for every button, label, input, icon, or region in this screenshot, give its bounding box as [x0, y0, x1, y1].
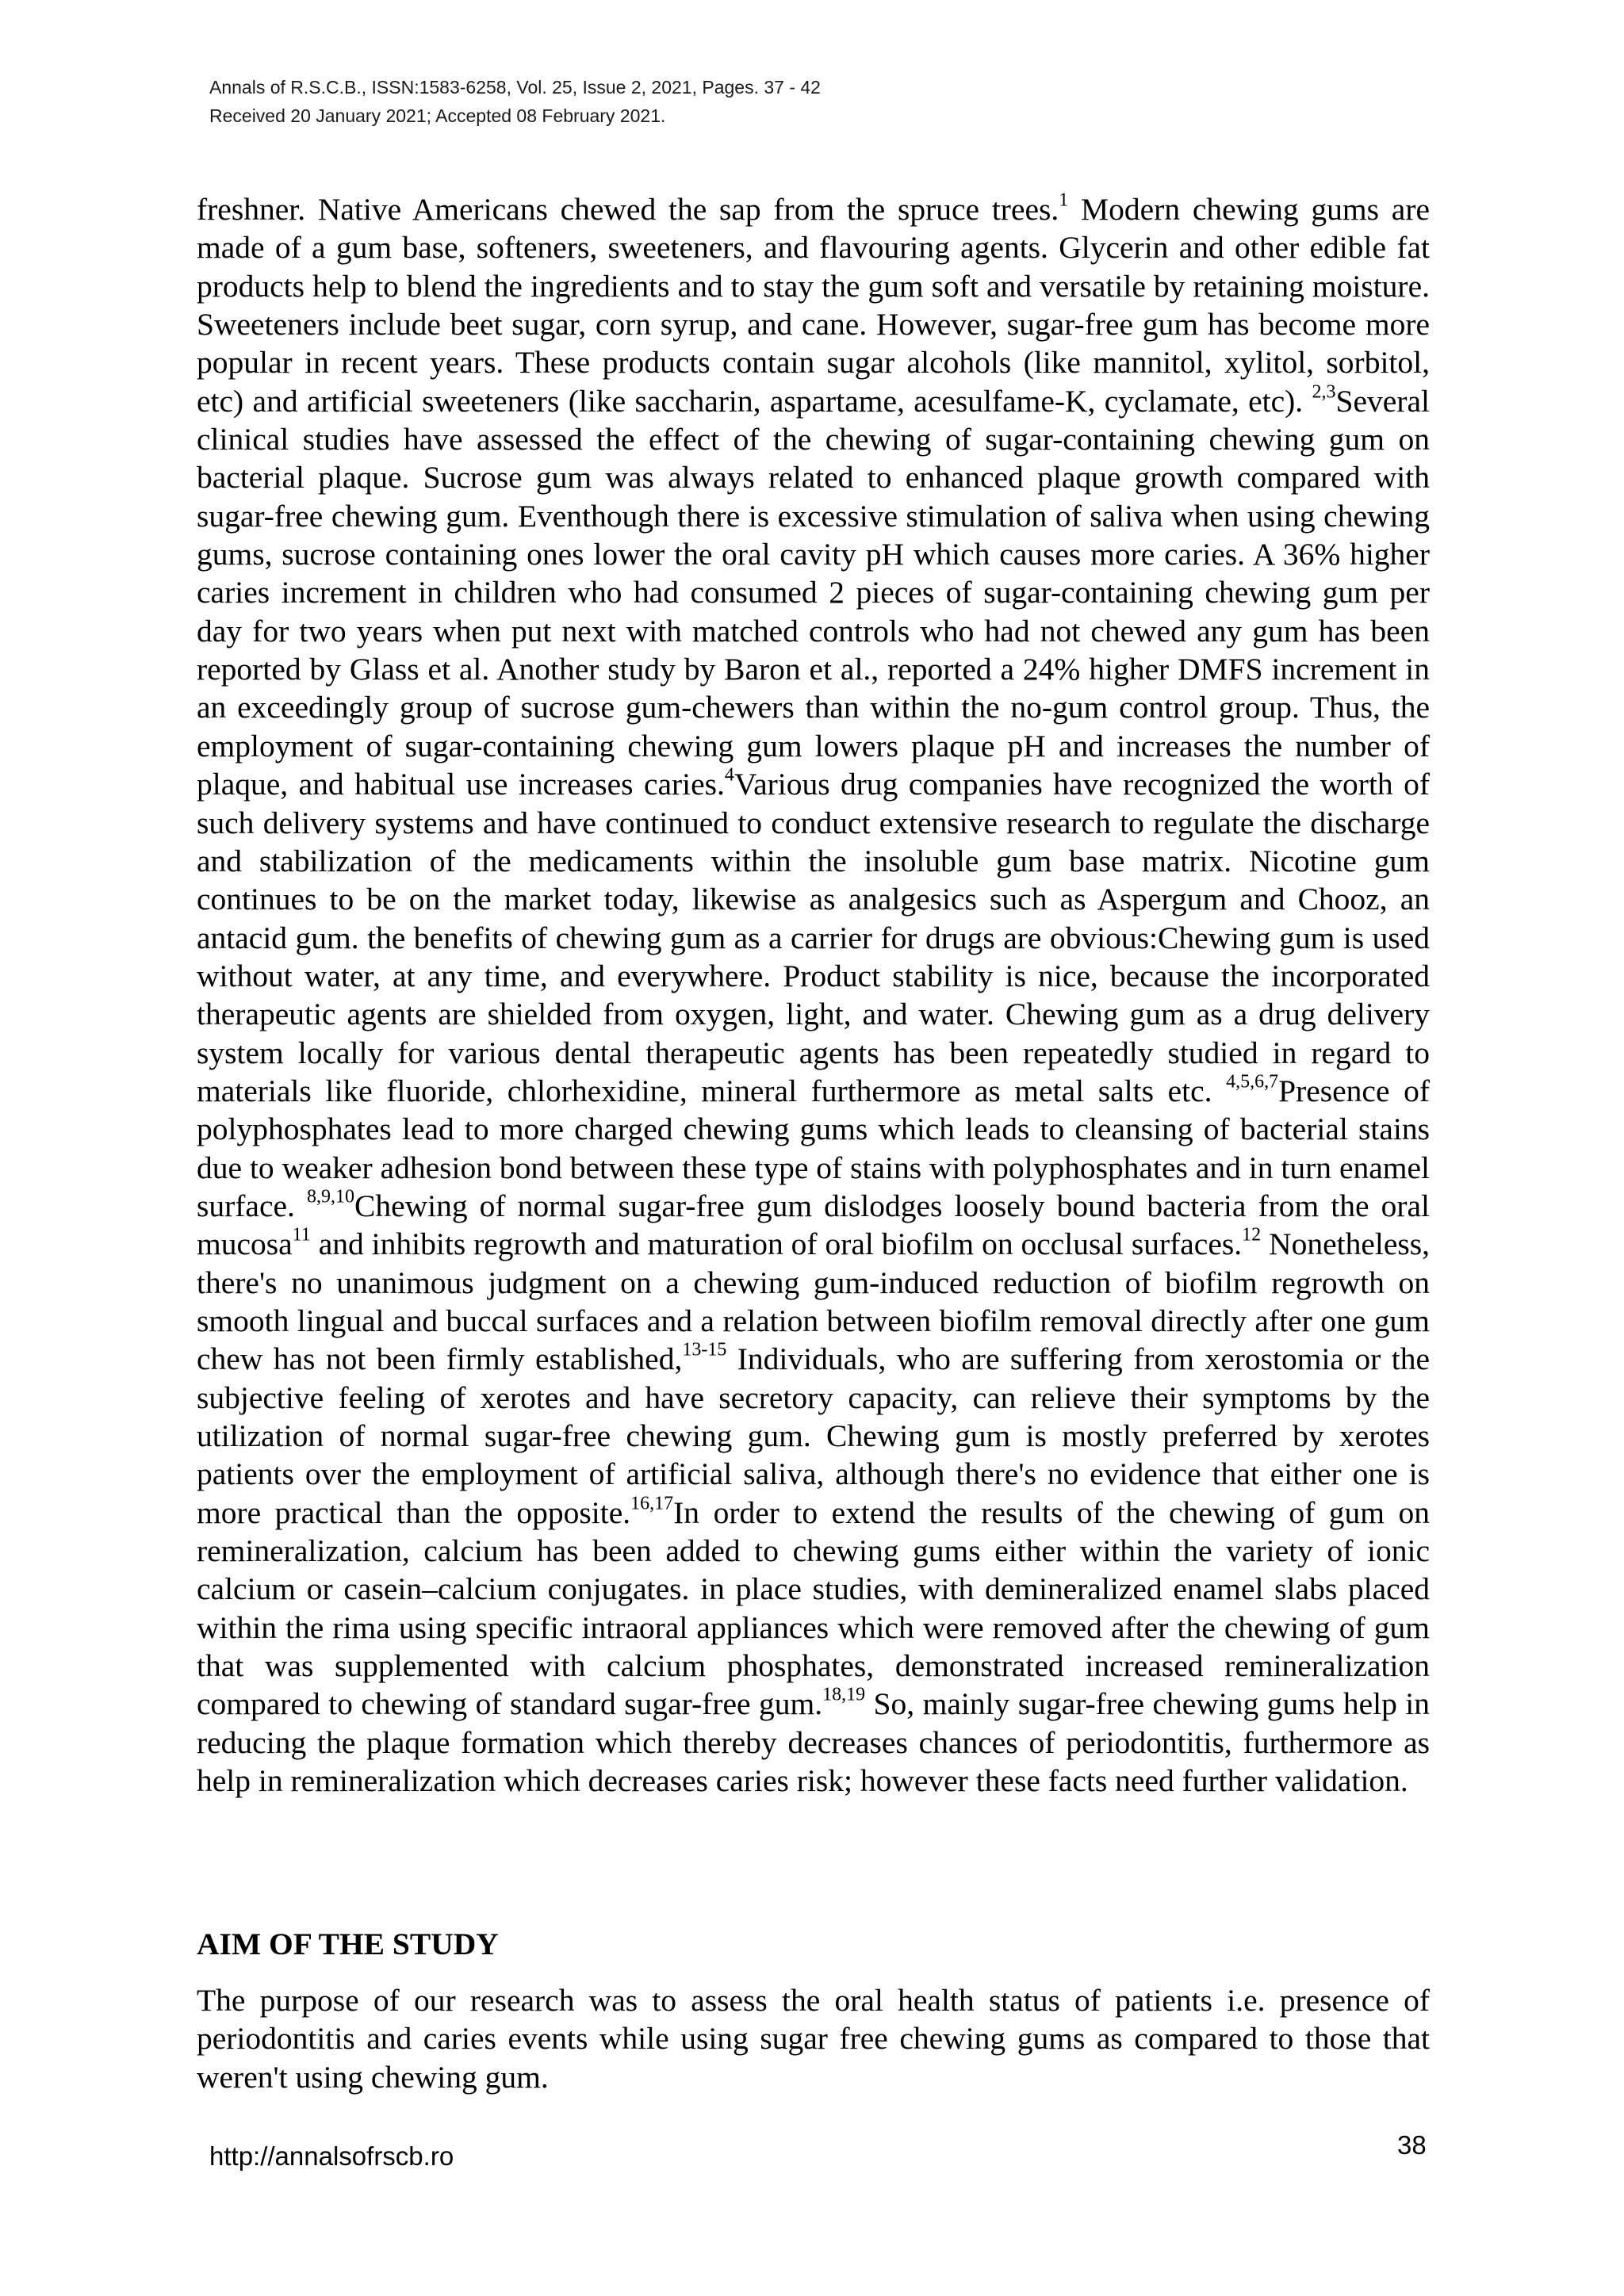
footer-url: http://annalsofrscb.ro: [209, 2141, 454, 2171]
body-segment: Various drug companies have recognized the worth of such delivery systems and have continued to conduct extensive research to regulate the discharge and stabilization of the medicaments within the insoluble gum base matrix. Nicotine gum continues to be on the market today, likewise as analgesics such as Aspergum and Chooz, an antacid gum. the benefits of chewing gum as a carrier for drugs are obvious:Chewing gum is used without water, at any time, and everywhere. Product stability is nice, because the incorporated therapeutic agents are shielded from oxygen, light, and water. Chewing gum as a drug delivery system locally for various dental therapeutic agents has been repeatedly studied in regard to materials like fluoride, chlorhexidine, mineral furthermore as metal salts etc.: [197, 767, 1430, 1108]
citation-ref: 8,9,10: [306, 1186, 354, 1207]
aim-paragraph: The purpose of our research was to assess the oral health status of patients i.e. presence of periodontitis and caries events while using sugar free chewing gums as compared to those that weren't using chewing gum.: [197, 1983, 1430, 2095]
body-segment: Several clinical studies have assessed the effect of the chewing of sugar-containing chewing gum on bacterial plaque. Sucrose gum was always related to enhanced plaque growth compared with sugar-free chewing gum. Eventhough there is excessive stimulation of saliva when using chewing gums, sucrose containing ones lower the oral cavity pH which causes more caries. A 36% higher caries increment in children who had consumed 2 pieces of sugar-containing chewing gum per day for two years when put next with matched controls who had not chewed any gum has been reported by Glass et al. Another study by Baron et al., reported a 24% higher DMFS increment in an exceedingly group of sucrose gum-chewers than within the no-gum control group. Thus, the employment of sugar-containing chewing gum lowers plaque pH and increases the number of plaque, and habitual use increases caries.: [197, 383, 1430, 802]
section-heading-aim: AIM OF THE STUDY: [197, 1927, 499, 1961]
running-header: [209, 73, 821, 130]
citation-ref: 18,19: [822, 1685, 866, 1706]
body-segment: In order to extend the results of the chewing of gum on remineralization, calcium has been added to chewing gums either within the variety of ionic calcium or casein–calcium conjugates. in place studies, with demineralized enamel slabs placed within the rima using specific intraoral appliances which were removed after the chewing of gum that was supplemented with calcium phosphates, demonstrated increased remineralization compared to chewing of standard sugar-free gum.: [197, 1494, 1431, 1722]
body-segment: Individuals, who are suffering from xerostomia or the subjective feeling of xerotes and have secretory capacity, can relieve their symptoms by the utilization of normal sugar-free chewing gum. Chewing gum is mostly preferred by xerotes patients over the employment of artificial saliva, although there's no evidence that either one is more practical than the opposite.: [197, 1341, 1430, 1530]
citation-ref: 4: [724, 764, 734, 786]
page-number: 38: [1397, 2130, 1427, 2160]
body-segment: freshner. Native Americans chewed the sap from the spruce trees.: [197, 192, 1059, 227]
body-segment: So, mainly sugar-free chewing gums help in reducing the plaque formation which thereby decreases chances of periodontitis, furthermore as help in remineralization which decreases caries risk; however these facts need further validation.: [197, 1686, 1430, 1799]
citation-ref: 1: [1059, 189, 1069, 211]
citation-ref: 12: [1242, 1225, 1262, 1246]
main-paragraph: [197, 190, 1430, 1800]
citation-ref: 2,3: [1312, 381, 1336, 403]
received-accepted-dates: Received 20 January 2021; Accepted 08 February 2021.: [209, 105, 666, 126]
body-segment: Chewing of normal sugar-free gum dislodges loosely bound bacteria from the oral mucosa: [197, 1188, 1430, 1262]
citation-ref: 4,5,6,7: [1226, 1071, 1279, 1093]
citation-ref: 16,17: [630, 1493, 674, 1514]
body-segment: Modern chewing gums are made of a gum base, softeners, sweeteners, and flavouring agents. Glycerin and other edible fat products help to blend the ingredients and to stay the gum soft and versatile by retaining moisture. Sweeteners include beet sugar, corn syrup, and cane. However, sugar-free gum has become more popular in recent years. These products contain sugar alcohols (like mannitol, xylitol, sorbitol, etc) and artificial sweeteners (like saccharin, aspartame, acesulfame-K, cyclamate, etc).: [197, 192, 1430, 419]
body-segment: Presence of polyphosphates lead to more charged chewing gums which leads to cleansing of bacterial stains due to weaker adhesion bond between these type of stains with polyphosphates and in turn enamel surface.: [197, 1073, 1430, 1223]
citation-ref: 11: [292, 1225, 311, 1246]
journal-citation: Annals of R.S.C.B., ISSN:1583-6258, Vol. 25, Issue 2, 2021, Pages. 37 - 42: [209, 77, 821, 98]
body-segment: and inhibits regrowth and maturation of oral biofilm on occlusal surfaces.: [310, 1226, 1243, 1262]
body-segment: Nonetheless, there's no unanimous judgment on a chewing gum-induced reduction of biofilm regrowth on smooth lingual and buccal surfaces and a relation between biofilm removal directly after one gum chew has not been firmly established,: [197, 1226, 1430, 1377]
body-text: [197, 190, 1430, 1800]
citation-ref: 13-15: [682, 1340, 727, 1361]
